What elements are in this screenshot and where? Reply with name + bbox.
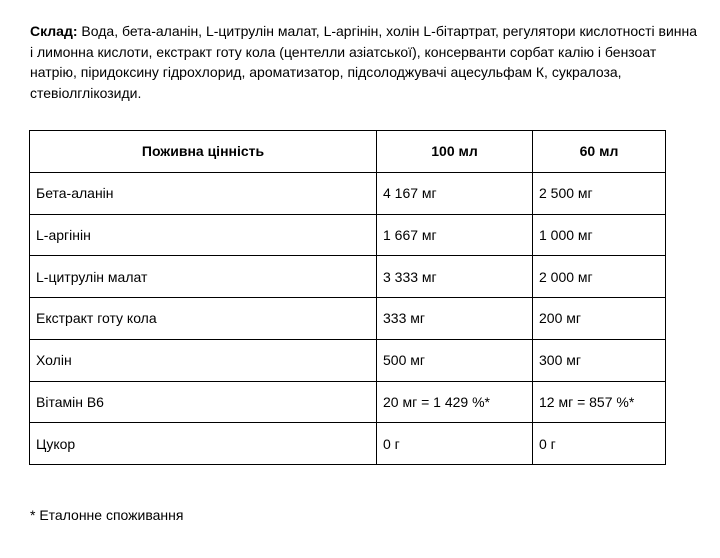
table-row bbox=[30, 381, 666, 423]
row-name: Бета-аланін bbox=[30, 172, 377, 214]
composition-label: Склад: bbox=[30, 23, 78, 39]
row-value-60ml: 1 000 мг bbox=[533, 214, 666, 256]
header-nutrition-value: Поживна цінність bbox=[30, 131, 377, 173]
nutrition-table bbox=[29, 130, 666, 465]
row-name: Вітамін В6 bbox=[30, 381, 377, 423]
row-value-100ml: 4 167 мг bbox=[377, 172, 533, 214]
row-value-60ml: 12 мг = 857 %* bbox=[533, 381, 666, 423]
row-value-100ml: 500 мг bbox=[377, 339, 533, 381]
row-value-100ml: 333 мг bbox=[377, 298, 533, 340]
row-value-100ml: 0 г bbox=[377, 423, 533, 465]
table-row bbox=[30, 214, 666, 256]
composition-paragraph bbox=[30, 21, 698, 103]
footnote: * Еталонне споживання bbox=[30, 507, 184, 523]
row-name: L-аргінін bbox=[30, 214, 377, 256]
row-value-60ml: 2 500 мг bbox=[533, 172, 666, 214]
row-name: Цукор bbox=[30, 423, 377, 465]
row-value-60ml: 0 г bbox=[533, 423, 666, 465]
row-value-60ml: 2 000 мг bbox=[533, 256, 666, 298]
row-value-60ml: 300 мг bbox=[533, 339, 666, 381]
row-name: L-цитрулін малат bbox=[30, 256, 377, 298]
header-per-100ml: 100 мл bbox=[377, 131, 533, 173]
row-value-60ml: 200 мг bbox=[533, 298, 666, 340]
row-value-100ml: 3 333 мг bbox=[377, 256, 533, 298]
table-row bbox=[30, 339, 666, 381]
table-row bbox=[30, 172, 666, 214]
row-value-100ml: 20 мг = 1 429 %* bbox=[377, 381, 533, 423]
row-name: Холін bbox=[30, 339, 377, 381]
table-header-row bbox=[30, 131, 666, 173]
table-row bbox=[30, 256, 666, 298]
table-row bbox=[30, 423, 666, 465]
row-name: Екстракт готу кола bbox=[30, 298, 377, 340]
table-row bbox=[30, 298, 666, 340]
header-per-60ml: 60 мл bbox=[533, 131, 666, 173]
composition-text: Вода, бета-аланін, L-цитрулін малат, L-аргінін, холін L-бітартрат, регулятори кислотності винна і лимонна кислоти, екстракт готу кола (центелли азіатської), консерванти сорбат калію і бензоат натрію, піридоксину гідрохлорид, ароматизатор, підсолоджувачі ацесульфам К, сукралоза, стевіолглікозиди. bbox=[30, 23, 698, 101]
row-value-100ml: 1 667 мг bbox=[377, 214, 533, 256]
